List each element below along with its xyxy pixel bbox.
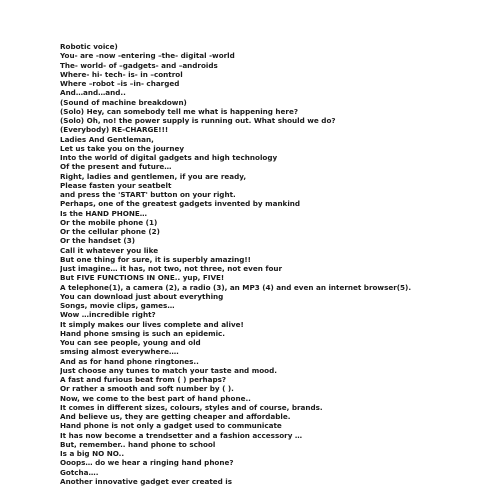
text-line: And…and…and.. — [60, 88, 126, 98]
text-line: (Sound of machine breakdown) — [60, 97, 187, 107]
text-line: And believe us, they are getting cheaper and affordable. — [60, 412, 291, 421]
text-line: Wow …incredible right? — [60, 310, 156, 320]
text-line: Hand phone smsing is such an epidemic. — [60, 328, 226, 338]
text-line: (Everybody) RE-CHARGE!!! — [60, 125, 169, 135]
text-line: Gotcha…. — [60, 467, 99, 477]
text-line: smsing almost everywhere…. — [60, 347, 179, 357]
text-line: and press the 'START' button on your right. — [60, 190, 236, 199]
text-line: Call it whatever you like — [60, 245, 159, 255]
text-line: (Solo) Oh, no! the power supply is running out. What should we do? — [60, 116, 336, 125]
text-line: But FIVE FUNCTIONS IN ONE.. yup, FIVE! — [60, 273, 225, 283]
text-line: Is a big NO NO.. — [60, 449, 125, 458]
text-line: Ladies And Gentleman, — [60, 134, 154, 144]
text-line: Or the mobile phone (1) — [60, 217, 158, 227]
text-line: The- world- of –gadgets- and –androids — [60, 60, 218, 70]
text-line: Songs, movie clips, games… — [60, 301, 175, 310]
text-line: And as for hand phone ringtones.. — [60, 356, 199, 366]
text-line: Robotic voice) — [60, 42, 118, 51]
script-text-block — [60, 42, 480, 486]
text-line: You can download just about everything — [60, 291, 224, 301]
text-line: Just imagine… it has, not two, not three, not even four — [60, 264, 283, 273]
text-line: Or rather a smooth and soft number by ( ). — [60, 384, 234, 394]
text-line: Now, we come to the best part of hand phone.. — [60, 393, 251, 403]
text-line: You- are -now -entering –the- digital -world — [60, 51, 235, 61]
text-line: Just choose any tunes to match your taste and mood. — [60, 365, 277, 375]
text-line: (Solo) Hey, can somebody tell me what is happening here? — [60, 106, 299, 116]
text-line: Ooops… do we hear a ringing hand phone? — [60, 458, 234, 468]
text-line: A telephone(1), a camera (2), a radio (3), an MP3 (4) and even an internet browser(5). — [60, 282, 412, 292]
text-line: Into the world of digital gadgets and high technology — [60, 153, 278, 162]
text-line: Where –robot –is –in- charged — [60, 79, 180, 88]
text-line: But, remember.. hand phone to school — [60, 439, 216, 449]
text-line: You can see people, young and old — [60, 338, 201, 347]
text-line: Please fasten your seatbelt — [60, 180, 172, 190]
text-line: Perhaps, one of the greatest gadgets invented by mankind — [60, 199, 301, 209]
text-line: Where- hi- tech- is- in –control — [60, 69, 183, 79]
text-line: A fast and furious beat from ( ) perhaps? — [60, 375, 227, 384]
text-line: It simply makes our lives complete and alive! — [60, 319, 244, 329]
text-line: Let us take you on the journey — [60, 143, 185, 153]
text-line: Or the handset (3) — [60, 236, 135, 246]
text-line: Of the present and future… — [60, 162, 172, 172]
text-line: It comes in different sizes, colours, styles and of course, brands. — [60, 402, 323, 412]
text-line: Another innovative gadget ever created is — [60, 476, 233, 486]
text-line: Hand phone is not only a gadget used to communicate — [60, 421, 282, 431]
text-line: Is the HAND PHONE… — [60, 208, 147, 218]
text-line: It has now become a trendsetter and a fashion accessory … — [60, 430, 303, 440]
text-line: Or the cellular phone (2) — [60, 227, 160, 236]
text-line: But one thing for sure, it is superbly amazing!! — [60, 254, 251, 264]
text-line: Right, ladies and gentlemen, if you are ready, — [60, 171, 247, 181]
